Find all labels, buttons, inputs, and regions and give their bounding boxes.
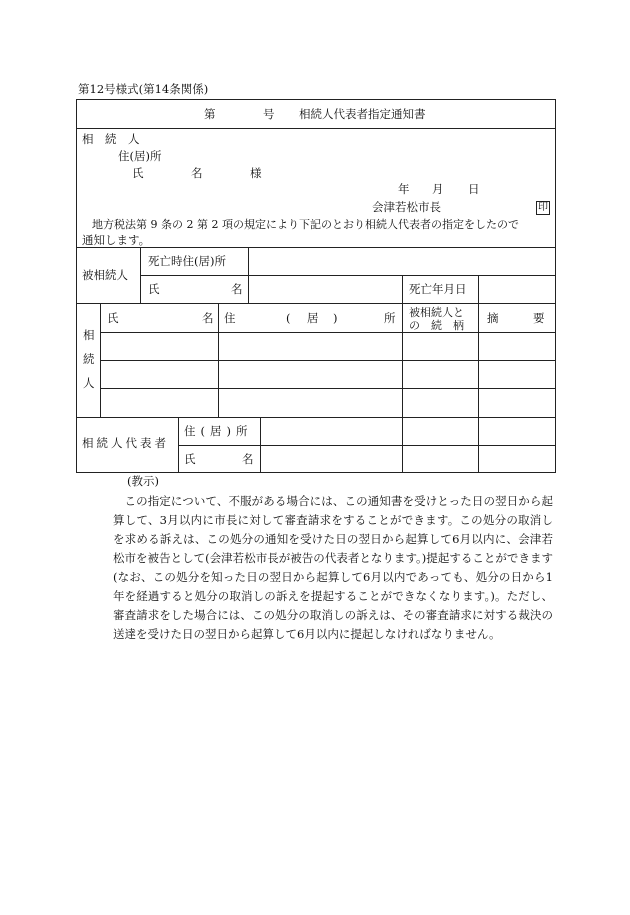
decedent-label: 被相続人	[82, 268, 128, 282]
header-dai: 第	[204, 107, 216, 121]
rule-heirs-addr-right	[402, 303, 403, 473]
recipient-name-label-1: 氏	[132, 166, 144, 180]
seal-stamp: 印	[538, 202, 548, 213]
rule-decedent-mid	[140, 275, 556, 276]
heirs-col-relation-2: の 続 柄	[409, 319, 464, 332]
rule-decedent-bottom	[76, 303, 556, 304]
rule-rep-field-left	[260, 417, 261, 473]
heirs-col-remarks: 摘 要	[487, 311, 545, 325]
notice-text: この指定について、不服がある場合には、この通知書を受けとった日の翌日から起算して、3月以内に市長に対して審査請求をすることができます。この処分の取消しを求める訴えは、この処分の通知を受けた日の翌日から起算して6月以内に、会津若松市を被告として(会津若松市長が被告の代表者となります。)提起することができます(なお、この処分を知った日の翌日から起算して6月以内であっても、処分の日から1年を経過すると処分の取消しの訴えを提起することができなくなります。)。ただし、審査請求をした場合には、この処分の取消しの訴えは、その審査請求に対する裁決の送達を受けた日の翌日から起算して6月以内に提起しなければなりません。	[113, 494, 553, 641]
rule-rep-mid	[178, 445, 556, 446]
notice-text-block	[113, 492, 553, 644]
notice-heading: (教示)	[127, 474, 159, 488]
heirs-label-char-1: 相	[83, 328, 95, 342]
heirs-col-name-1: 氏	[107, 311, 119, 325]
rule-heirs-row2	[100, 360, 556, 361]
rule-heirs-label-right	[100, 303, 101, 417]
heirs-col-addr-5: 所	[384, 311, 396, 325]
rule-body-bottom	[76, 247, 556, 248]
rule-decedent-field-left	[248, 247, 249, 303]
heirs-col-relation-1: 被相続人と	[409, 306, 464, 319]
heirs-label-char-3: 人	[83, 376, 95, 390]
decedent-address-label: 死亡時住(居)所	[148, 254, 226, 268]
date-day: 日	[468, 182, 480, 196]
heirs-label-char-2: 続	[83, 352, 95, 366]
header-go: 号	[263, 107, 275, 121]
recipient-name-label-2: 名	[191, 166, 203, 180]
heirs-col-addr-3: 居	[307, 311, 319, 325]
rule-heirs-row1	[100, 332, 556, 333]
heirs-col-addr-2: (	[286, 311, 291, 325]
heirs-col-addr-4: )	[333, 311, 338, 325]
decedent-name-label-2: 名	[231, 282, 243, 296]
rule-heirs-row3	[100, 388, 556, 389]
heirs-col-name-2: 名	[202, 311, 214, 325]
recipient-address-label: 住(居)所	[118, 149, 162, 163]
rule-heirs-name-right	[218, 303, 219, 417]
date-month: 月	[432, 182, 444, 196]
date-year: 年	[398, 182, 410, 196]
body-line-1: 地方税法第 9 条の 2 第 2 項の規定により下記のとおり相続人代表者の指定をしたので	[92, 218, 519, 231]
rule-rep-label-right	[178, 417, 179, 473]
recipient-label: 相 続 人	[82, 132, 140, 146]
death-date-label: 死亡年月日	[409, 282, 467, 296]
representative-address-label: 住(居)所	[184, 424, 253, 438]
rule-header-bottom	[76, 128, 556, 129]
decedent-name-label-1: 氏	[148, 282, 160, 296]
heirs-col-addr-1: 住	[224, 311, 236, 325]
representative-label: 相続人代表者	[82, 436, 169, 450]
rule-heirs-bottom	[76, 417, 556, 418]
document-title: 相続人代表者指定通知書	[299, 107, 426, 121]
rule-decedent-label-right	[140, 247, 141, 303]
issuer-name: 会津若松市長	[372, 200, 441, 214]
body-line-2: 通知します。	[82, 233, 151, 247]
rule-death-date-right	[478, 275, 479, 303]
form-number: 第12号様式(第14条関係)	[78, 82, 209, 96]
rule-death-date-left	[402, 275, 403, 303]
recipient-honorific: 様	[250, 166, 262, 180]
representative-name-label-2: 名	[242, 452, 254, 466]
rule-heirs-relation-right	[478, 303, 479, 473]
representative-name-label-1: 氏	[184, 452, 196, 466]
